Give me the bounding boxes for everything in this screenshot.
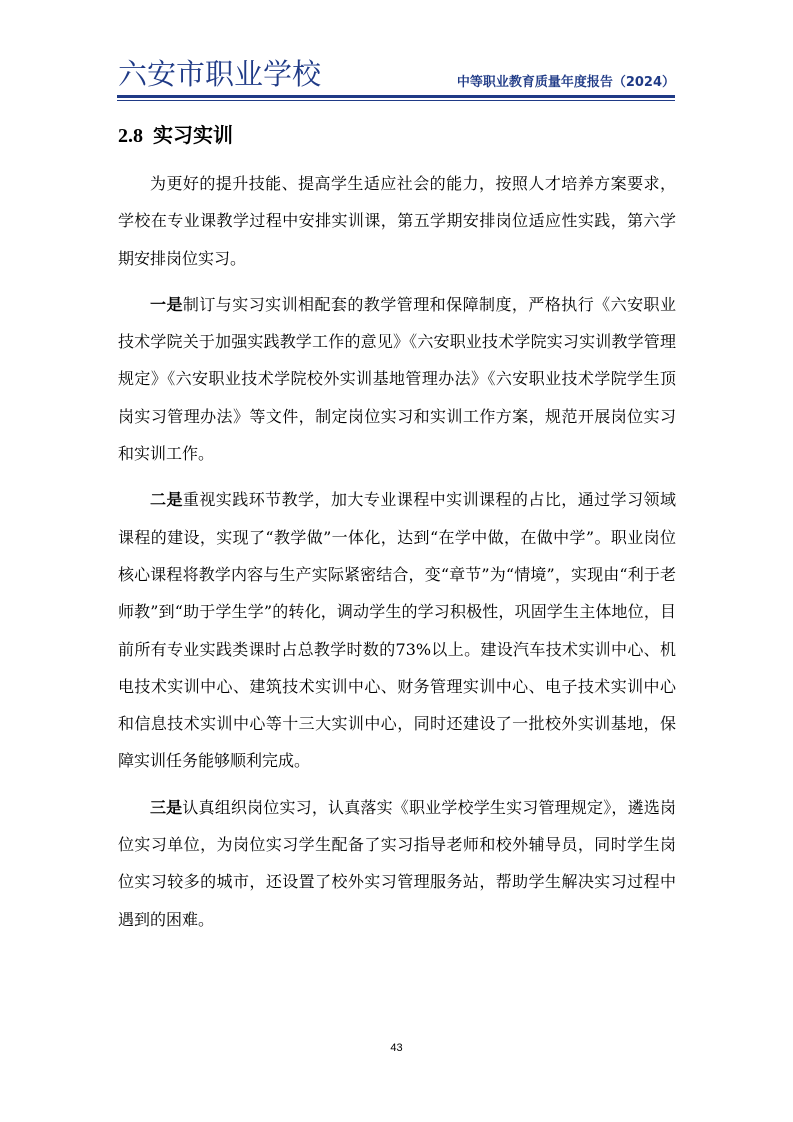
paragraph-intro xyxy=(118,165,676,277)
paragraph-lead: 一是 xyxy=(150,294,183,314)
paragraph-lead: 二是 xyxy=(150,490,183,510)
header-rule-thick xyxy=(117,95,675,98)
paragraph-text: 为更好的提升技能、提高学生适应社会的能力，按照人才培养方案要求，学校在专业课教学过程中安排实训课，第五学期安排岗位适应性实践，第六学期安排岗位实习。 xyxy=(118,174,676,268)
school-name: 六安市职业学校 xyxy=(118,57,322,91)
body-content xyxy=(118,165,676,947)
section-title: 实习实训 xyxy=(153,123,233,147)
header-rule-thin xyxy=(117,100,675,101)
section-number: 2.8 xyxy=(118,125,143,147)
paragraph-text: 制订与实习实训相配套的教学管理和保障制度，严格执行《六安职业技术学院关于加强实践教学工作的意见》《六安职业技术学院实习实训教学管理规定》《六安职业技术学院校外实训基地管理办法》《六安职业技术学院学生顶岗实习管理办法》等文件，制定岗位实习和实训工作方案，规范开展岗位实习和实训工作。 xyxy=(118,294,676,464)
section-heading xyxy=(118,120,233,151)
paragraph-first xyxy=(118,286,676,472)
page-number: 43 xyxy=(390,1042,403,1054)
paragraph-text: 认真组织岗位实习，认真落实《职业学校学生实习管理规定》，遴选岗位实习单位，为岗位实习学生配备了实习指导老师和校外辅导员，同时学生岗位实习较多的城市，还设置了校外实习管理服务站，帮助学生解决实习过程中遇到的困难。 xyxy=(118,797,676,929)
report-title: 中等职业教育质量年度报告（2024） xyxy=(456,75,675,90)
paragraph-third xyxy=(118,789,676,938)
paragraph-text: 重视实践环节教学，加大专业课程中实训课程的占比，通过学习领域课程的建设，实现了“教学做”一体化，达到“在学中做，在做中学”。职业岗位核心课程将教学内容与生产实际紧密结合，变“章节”为“情境”，实现由“利于老师教”到“助于学生学”的转化，调动学生的学习积极性，巩固学生主体地位，目前所有专业实践类课时占总教学时数的73%以上。建设汽车技术实训中心、机电技术实训中心、建筑技术实训中心、财务管理实训中心、电子技术实训中心和信息技术实训中心等十三大实训中心，同时还建设了一批校外实训基地，保障实训任务能够顺利完成。 xyxy=(118,490,676,771)
paragraph-second xyxy=(118,481,676,779)
paragraph-lead: 三是 xyxy=(150,797,183,817)
